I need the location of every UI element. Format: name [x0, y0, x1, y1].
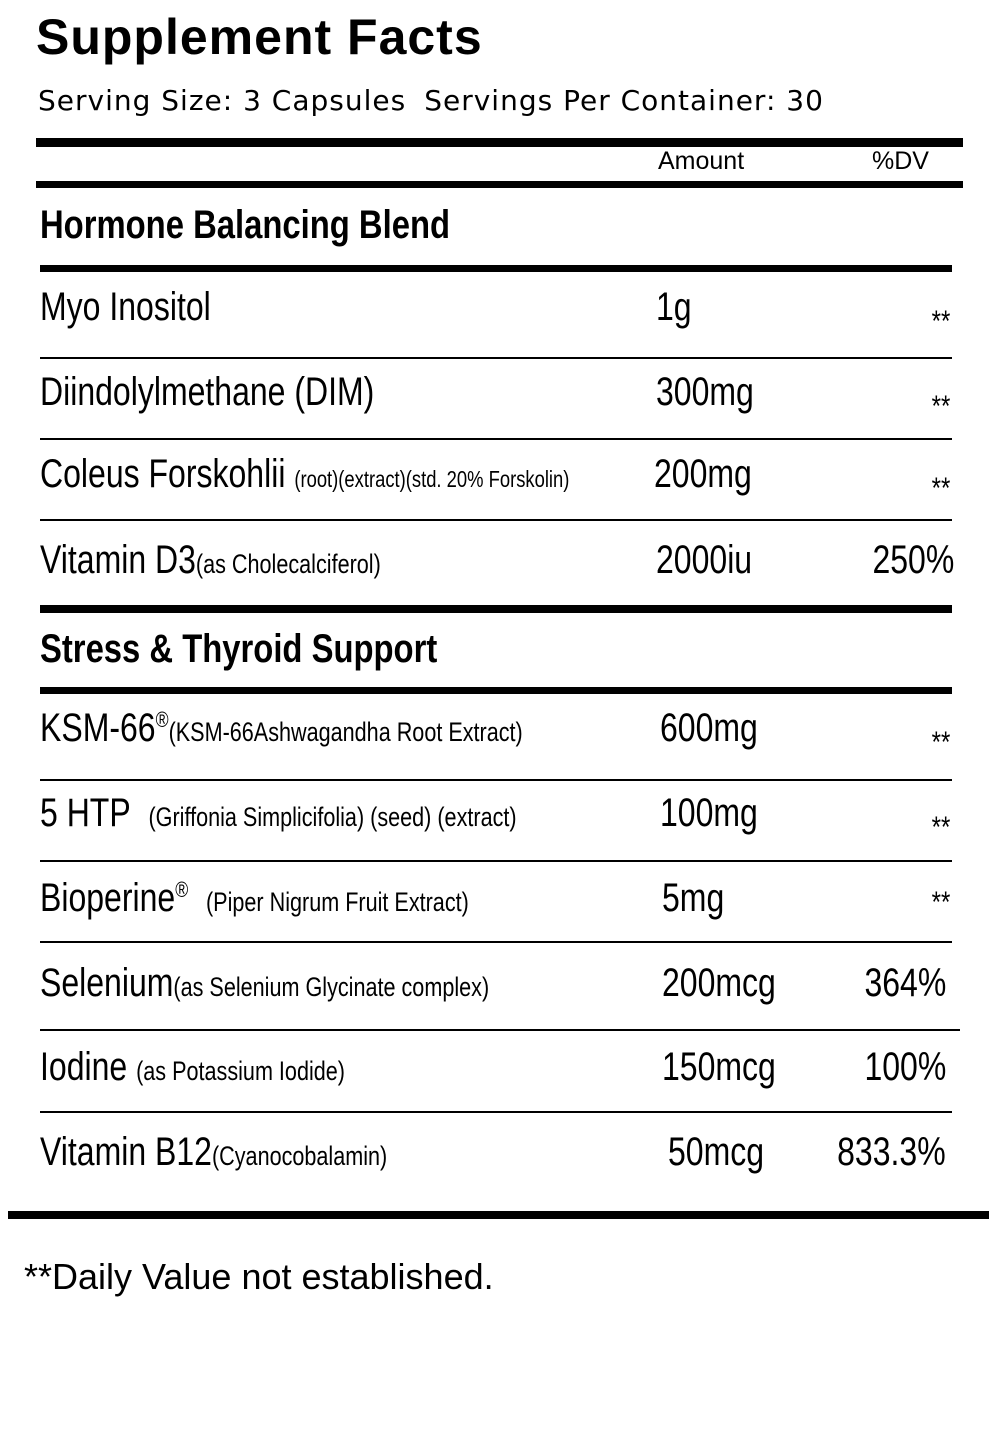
nutrient-detail: (root)(extract)(std. 20% Forskolin)	[294, 466, 570, 492]
nutrient-row	[0, 362, 1000, 422]
nutrient-dv: **	[931, 390, 950, 423]
amount-column-header: Amount	[658, 147, 745, 175]
panel-title: Supplement Facts	[36, 9, 483, 65]
nutrient-amount: 100mg	[660, 791, 758, 835]
nutrient-row	[0, 868, 1000, 928]
nutrient-detail: (Cyanocobalamin)	[211, 1141, 388, 1171]
nutrient-name: KSM-66®(KSM-66Ashwagandha Root Extract)	[40, 706, 523, 750]
nutrient-amount: 5mg	[662, 876, 725, 920]
section-thick-rule	[40, 687, 952, 694]
nutrient-dv: **	[931, 726, 950, 759]
row-divider	[40, 1029, 960, 1031]
nutrient-row	[0, 953, 1000, 1013]
nutrient-row	[0, 698, 1000, 758]
nutrient-detail: (KSM-66Ashwagandha Root Extract)	[168, 717, 523, 747]
registered-mark: ®	[175, 877, 189, 902]
bottom-thick-rule	[8, 1211, 989, 1219]
row-divider	[40, 519, 952, 521]
nutrient-dv: **	[931, 886, 950, 919]
nutrient-dv: 100%	[864, 1045, 946, 1089]
nutrient-name: Myo Inositol	[40, 285, 211, 329]
nutrient-row	[0, 783, 1000, 843]
nutrient-detail: (Griffonia Simplicifolia) (seed) (extract)	[148, 802, 517, 832]
nutrient-name: Coleus Forskohlii (root)(extract)(std. 20% Forskolin)	[40, 452, 570, 496]
dv-column-header: %DV	[872, 147, 929, 175]
nutrient-amount: 150mcg	[662, 1045, 776, 1089]
nutrient-amount: 2000iu	[656, 538, 753, 582]
nutrient-amount: 50mcg	[668, 1130, 765, 1174]
row-divider	[40, 1111, 952, 1113]
nutrient-amount: 200mcg	[662, 961, 776, 1005]
nutrient-row	[0, 277, 1000, 337]
header-bottom-rule	[36, 181, 963, 188]
nutrient-dv: 250%	[872, 538, 954, 582]
serving-size: Serving Size: 3 Capsules	[38, 84, 407, 117]
nutrient-name: 5 HTP (Griffonia Simplicifolia) (seed) (extract)	[40, 791, 517, 835]
nutrient-name: Selenium(as Selenium Glycinate complex)	[40, 961, 490, 1005]
top-thick-rule	[36, 138, 963, 147]
nutrient-row	[0, 1122, 1000, 1182]
nutrient-name: Vitamin D3(as Cholecalciferol)	[40, 538, 381, 582]
nutrient-detail: (as Cholecalciferol)	[195, 549, 381, 579]
serving-info	[38, 84, 824, 117]
row-divider	[40, 357, 952, 359]
nutrient-dv: 364%	[864, 961, 946, 1005]
nutrient-detail: (Piper Nigrum Fruit Extract)	[205, 887, 469, 917]
row-divider	[40, 438, 952, 440]
row-divider	[40, 860, 952, 862]
nutrient-detail: (as Selenium Glycinate complex)	[173, 972, 490, 1002]
nutrient-name: Bioperine® (Piper Nigrum Fruit Extract)	[40, 876, 469, 920]
nutrient-name: Iodine (as Potassium Iodide)	[40, 1045, 345, 1089]
registered-mark: ®	[155, 707, 169, 732]
section-thick-rule	[40, 605, 952, 613]
nutrient-amount: 200mg	[654, 452, 752, 496]
section-thick-rule	[40, 265, 952, 272]
nutrient-detail: (as Potassium Iodide)	[136, 1056, 345, 1086]
nutrient-amount: 300mg	[656, 370, 754, 414]
nutrient-name: Diindolylmethane (DIM)	[40, 370, 375, 414]
section-title: Stress & Thyroid Support	[40, 627, 438, 671]
nutrient-row	[0, 1037, 1000, 1097]
nutrient-amount: 1g	[656, 285, 692, 329]
nutrient-dv: **	[931, 472, 950, 505]
nutrient-row	[0, 530, 1000, 590]
nutrient-dv: **	[931, 811, 950, 844]
row-divider	[40, 941, 952, 943]
footnote: **Daily Value not established.	[24, 1256, 494, 1297]
nutrient-amount: 600mg	[660, 706, 758, 750]
section-title: Hormone Balancing Blend	[40, 203, 451, 247]
nutrient-row	[0, 444, 1000, 504]
nutrient-dv: **	[931, 305, 950, 338]
nutrient-name: Vitamin B12(Cyanocobalamin)	[40, 1130, 388, 1174]
servings-per-container: Servings Per Container: 30	[424, 84, 824, 117]
row-divider	[40, 779, 952, 781]
nutrient-dv: 833.3%	[837, 1130, 946, 1174]
